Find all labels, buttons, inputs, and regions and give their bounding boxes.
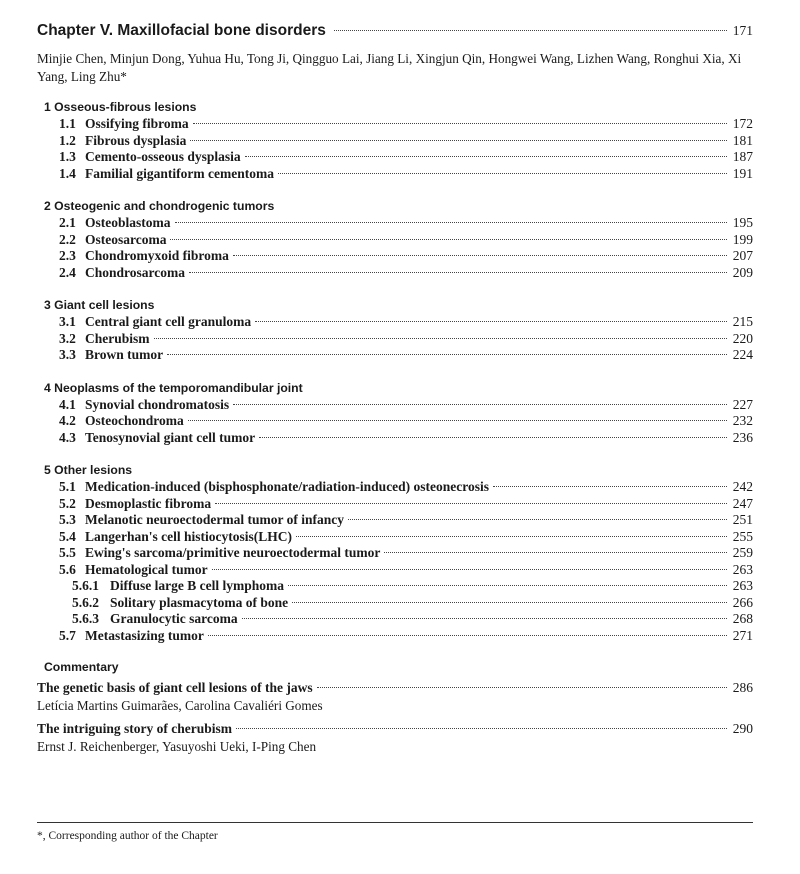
toc-entry[interactable] bbox=[37, 512, 753, 529]
dot-leader bbox=[233, 255, 727, 256]
entry-page-number: 271 bbox=[732, 627, 753, 643]
entry-number: 4.1 bbox=[59, 396, 76, 412]
toc-entry[interactable] bbox=[37, 496, 753, 513]
entry-page-number: 207 bbox=[732, 248, 753, 263]
dot-leader bbox=[384, 552, 727, 553]
section-heading: 4 Neoplasms of the temporomandibular joint bbox=[44, 380, 303, 395]
entry-number: 4.2 bbox=[59, 413, 76, 428]
entry-title: Ewing's sarcoma/primitive neuroectodermal tumor bbox=[85, 545, 381, 560]
entry-title: Fibrous dysplasia bbox=[85, 132, 187, 148]
toc-sections bbox=[37, 99, 753, 644]
entry-page-number: 215 bbox=[732, 314, 753, 329]
commentary-page-number: 286 bbox=[732, 680, 753, 695]
entry-title: Central giant cell granuloma bbox=[85, 314, 252, 329]
chapter-title: Chapter V. Maxillofacial bone disorders bbox=[37, 22, 326, 39]
entry-page-number: 242 bbox=[732, 479, 753, 494]
dot-leader bbox=[296, 536, 727, 537]
toc-entry[interactable] bbox=[37, 545, 753, 562]
toc-entry[interactable] bbox=[37, 248, 753, 265]
chapter-authors: Minjie Chen, Minjun Dong, Yuhua Hu, Tong Ji, Qingguo Lai, Jiang Li, Xingjun Qin, Hongwei Wang, Lizhen Wang, Ronghui Xia, Xi Yang, Ling Zhu* bbox=[37, 51, 742, 84]
toc-entry[interactable] bbox=[37, 265, 753, 282]
entry-number: 2.2 bbox=[59, 231, 76, 247]
section-gap bbox=[37, 281, 753, 297]
entry-number: 5.3 bbox=[59, 512, 76, 527]
entry-title: Chondrosarcoma bbox=[85, 264, 186, 280]
toc-entry[interactable] bbox=[37, 331, 753, 348]
entry-number: 1.4 bbox=[59, 165, 76, 181]
toc-entry[interactable] bbox=[37, 116, 753, 133]
section-heading: 2 Osteogenic and chondrogenic tumors bbox=[44, 199, 275, 213]
entry-number: 2.3 bbox=[59, 248, 76, 263]
section-gap bbox=[37, 364, 753, 380]
entry-title: Diffuse large B cell lymphoma bbox=[110, 578, 284, 593]
section-heading: 3 Giant cell lesions bbox=[44, 298, 155, 312]
commentary-section bbox=[37, 659, 753, 756]
entry-title: Melanotic neuroectodermal tumor of infancy bbox=[85, 512, 344, 527]
toc-entry[interactable] bbox=[37, 529, 753, 546]
dot-leader bbox=[193, 123, 727, 124]
entry-title: Metastasizing tumor bbox=[85, 627, 204, 643]
dot-leader bbox=[334, 30, 727, 31]
entry-number: 5.7 bbox=[59, 627, 76, 643]
entry-page-number: 224 bbox=[732, 347, 753, 362]
entry-page-number: 259 bbox=[732, 545, 753, 560]
entry-title: Familial gigantiform cementoma bbox=[85, 165, 274, 181]
entry-number: 5.6.1 bbox=[72, 578, 99, 593]
dot-leader bbox=[236, 728, 727, 729]
entry-title: Chondromyxoid fibroma bbox=[85, 248, 229, 263]
commentary-entry[interactable] bbox=[37, 721, 753, 738]
entry-page-number: 191 bbox=[732, 165, 753, 181]
entry-title: Brown tumor bbox=[85, 347, 164, 362]
entry-page-number: 187 bbox=[732, 149, 753, 164]
entry-title: Cherubism bbox=[85, 330, 150, 346]
entry-title: Osteoblastoma bbox=[85, 215, 171, 230]
toc-entry[interactable] bbox=[37, 215, 753, 232]
entry-number: 3.2 bbox=[59, 330, 76, 346]
dot-leader bbox=[259, 437, 727, 438]
dot-leader bbox=[212, 569, 727, 570]
toc-entry[interactable] bbox=[37, 347, 753, 364]
entry-page-number: 195 bbox=[732, 215, 753, 230]
commentary-authors: Ernst J. Reichenberger, Yasuyoshi Ueki, I-Ping Chen bbox=[37, 739, 317, 754]
entry-number: 2.4 bbox=[59, 264, 76, 280]
entry-number: 1.3 bbox=[59, 149, 76, 164]
dot-leader bbox=[317, 687, 727, 688]
entry-page-number: 263 bbox=[732, 578, 753, 593]
entry-page-number: 255 bbox=[732, 528, 753, 544]
chapter-page-number: 171 bbox=[732, 23, 753, 38]
toc-entry[interactable] bbox=[37, 562, 753, 579]
section-gap bbox=[37, 446, 753, 462]
entry-number: 1.1 bbox=[59, 116, 76, 131]
dot-leader bbox=[292, 602, 727, 603]
commentary-title: The genetic basis of giant cell lesions of the jaws bbox=[37, 680, 313, 695]
entry-number: 5.6.2 bbox=[72, 594, 99, 610]
entry-number: 3.1 bbox=[59, 314, 76, 329]
entry-number: 1.2 bbox=[59, 132, 76, 148]
footnote-divider bbox=[37, 822, 753, 823]
dot-leader bbox=[278, 173, 727, 174]
dot-leader bbox=[215, 503, 727, 504]
entry-page-number: 232 bbox=[732, 413, 753, 428]
entry-number: 5.1 bbox=[59, 479, 76, 494]
dot-leader bbox=[255, 321, 727, 322]
toc-entry[interactable] bbox=[37, 578, 753, 595]
footnote: *, Corresponding author of the Chapter bbox=[37, 830, 218, 842]
toc-entry[interactable] bbox=[37, 149, 753, 166]
entry-page-number: 209 bbox=[732, 264, 753, 280]
dot-leader bbox=[190, 140, 727, 141]
dot-leader bbox=[188, 420, 727, 421]
entry-page-number: 251 bbox=[732, 512, 753, 527]
commentary-heading: Commentary bbox=[44, 660, 119, 674]
entry-number: 5.6 bbox=[59, 561, 76, 577]
section-heading: 5 Other lesions bbox=[44, 463, 133, 477]
entry-number: 3.3 bbox=[59, 347, 76, 362]
dot-leader bbox=[233, 404, 727, 405]
toc-entry[interactable] bbox=[37, 611, 753, 628]
entry-page-number: 263 bbox=[732, 561, 753, 577]
commentary-page-number: 290 bbox=[732, 721, 753, 736]
dot-leader bbox=[189, 272, 727, 273]
dot-leader bbox=[245, 156, 727, 157]
entry-title: Synovial chondromatosis bbox=[85, 396, 230, 412]
entry-page-number: 172 bbox=[732, 116, 753, 131]
dot-leader bbox=[154, 338, 727, 339]
commentary-title: The intriguing story of cherubism bbox=[37, 721, 233, 736]
entry-title: Cemento-osseous dysplasia bbox=[85, 149, 241, 164]
toc-page bbox=[37, 22, 753, 756]
entry-page-number: 227 bbox=[732, 396, 753, 412]
entry-title: Desmoplastic fibroma bbox=[85, 495, 212, 511]
toc-entry[interactable] bbox=[37, 595, 753, 612]
dot-leader bbox=[242, 618, 727, 619]
entry-title: Langerhan's cell histiocytosis(LHC) bbox=[85, 528, 293, 544]
entry-number: 5.5 bbox=[59, 545, 76, 560]
entry-number: 5.4 bbox=[59, 528, 76, 544]
toc-entry[interactable] bbox=[37, 430, 753, 447]
entry-number: 2.1 bbox=[59, 215, 76, 230]
entry-page-number: 236 bbox=[732, 429, 753, 445]
entry-page-number: 181 bbox=[732, 132, 753, 148]
dot-leader bbox=[348, 519, 727, 520]
entry-title: Medication-induced (bisphosphonate/radiation-induced) osteonecrosis bbox=[85, 479, 490, 494]
toc-entry[interactable] bbox=[37, 413, 753, 430]
toc-entry[interactable] bbox=[37, 232, 753, 249]
entry-title: Hematological tumor bbox=[85, 561, 208, 577]
entry-title: Granulocytic sarcoma bbox=[110, 611, 238, 626]
dot-leader bbox=[493, 486, 727, 487]
dot-leader bbox=[288, 585, 727, 586]
entry-title: Solitary plasmacytoma of bone bbox=[110, 594, 289, 610]
section-heading: 1 Osseous-fibrous lesions bbox=[44, 100, 197, 114]
entry-title: Tenosynovial giant cell tumor bbox=[85, 429, 256, 445]
entry-page-number: 247 bbox=[732, 495, 753, 511]
dot-leader bbox=[175, 222, 728, 223]
entry-title: Osteochondroma bbox=[85, 413, 184, 428]
entry-page-number: 220 bbox=[732, 330, 753, 346]
dot-leader bbox=[167, 354, 727, 355]
entry-number: 5.6.3 bbox=[72, 611, 99, 626]
toc-entry[interactable] bbox=[37, 397, 753, 414]
toc-entry[interactable] bbox=[37, 166, 753, 183]
entry-title: Ossifying fibroma bbox=[85, 116, 189, 131]
commentary-entry[interactable] bbox=[37, 680, 753, 697]
entry-page-number: 199 bbox=[732, 231, 753, 247]
entry-number: 5.2 bbox=[59, 495, 76, 511]
toc-entry[interactable] bbox=[37, 479, 753, 496]
entry-page-number: 268 bbox=[732, 611, 753, 626]
entry-title: Osteosarcoma bbox=[85, 231, 167, 247]
entry-number: 4.3 bbox=[59, 429, 76, 445]
dot-leader bbox=[170, 239, 727, 240]
chapter-heading-row[interactable] bbox=[37, 22, 753, 48]
toc-entry[interactable] bbox=[37, 133, 753, 150]
commentary-authors: Letícia Martins Guimarães, Carolina Cavaliéri Gomes bbox=[37, 698, 323, 713]
section-gap bbox=[37, 182, 753, 198]
entry-page-number: 266 bbox=[732, 594, 753, 610]
toc-entry[interactable] bbox=[37, 628, 753, 645]
dot-leader bbox=[208, 635, 727, 636]
toc-entry[interactable] bbox=[37, 314, 753, 331]
